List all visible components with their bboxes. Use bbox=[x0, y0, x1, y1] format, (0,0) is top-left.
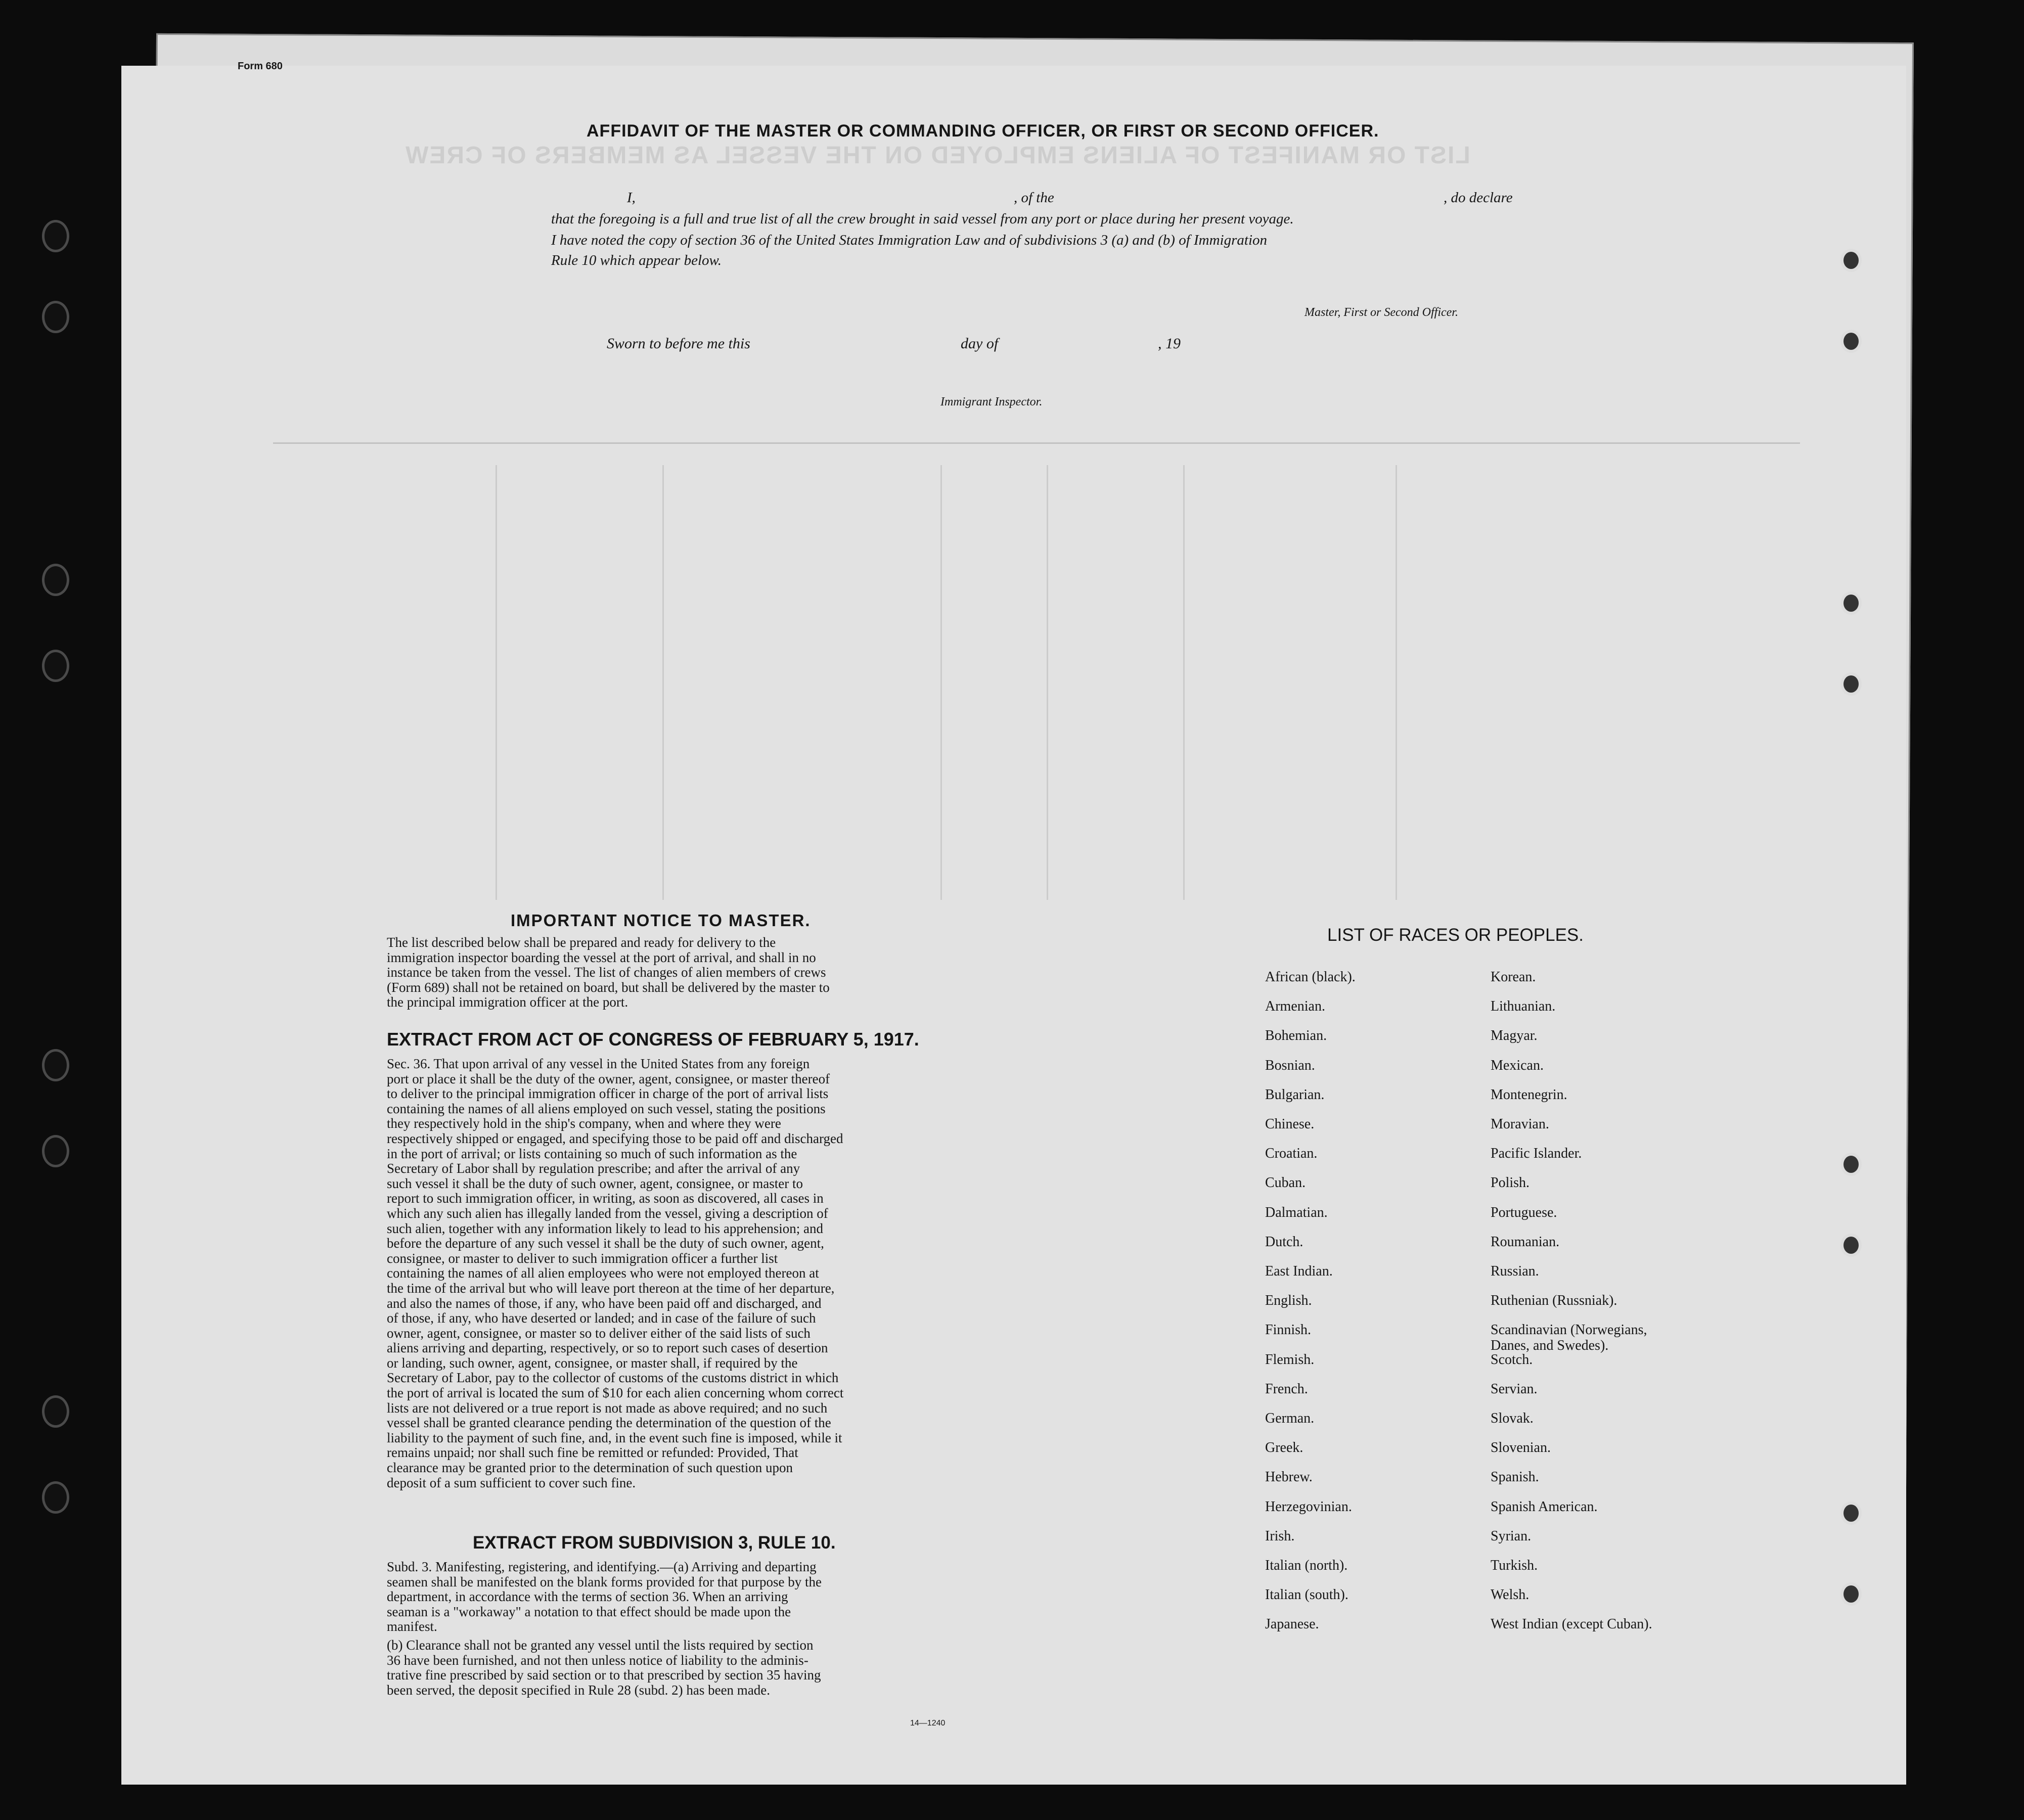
day-of-text: day of bbox=[961, 335, 999, 352]
race-entry: Croatian. bbox=[1265, 1146, 1318, 1162]
binder-ring bbox=[1840, 1153, 1862, 1176]
race-entry: Spanish. bbox=[1491, 1469, 1539, 1485]
race-entry: Roumanian. bbox=[1491, 1234, 1560, 1250]
race-entry: Italian (north). bbox=[1265, 1558, 1348, 1573]
race-entry: Bulgarian. bbox=[1265, 1086, 1325, 1103]
race-entry: Mexican. bbox=[1491, 1057, 1544, 1073]
race-entry: Finnish. bbox=[1265, 1322, 1312, 1338]
affidavit-of-the: , of the bbox=[1014, 190, 1054, 206]
binder-hole bbox=[44, 1398, 67, 1425]
binder-hole bbox=[44, 652, 67, 679]
act-extract-title: EXTRACT FROM ACT OF CONGRESS OF FEBRUARY 5, 1917. bbox=[387, 1029, 919, 1050]
race-entry: Cuban. bbox=[1265, 1175, 1306, 1191]
binder-hole bbox=[44, 303, 67, 331]
race-entry: Scotch. bbox=[1491, 1351, 1533, 1368]
race-entry: Japanese. bbox=[1265, 1616, 1319, 1632]
ghost-column-line bbox=[496, 465, 497, 900]
race-entry: Ruthenian (Russniak). bbox=[1491, 1293, 1617, 1309]
affidavit-rule-note: Rule 10 which appear below. bbox=[551, 252, 722, 268]
manifest-page bbox=[121, 61, 1906, 1785]
race-entry: Greek. bbox=[1265, 1440, 1303, 1456]
rule-extract-title: EXTRACT FROM SUBDIVISION 3, RULE 10. bbox=[473, 1533, 836, 1553]
bleed-through-header: LIST OR MANIFEST OF ALIENS EMPLOYED ON THE VESSEL AS MEMBERS OF CREW bbox=[404, 142, 1470, 169]
race-entry: Korean. bbox=[1491, 969, 1536, 985]
race-entry: Hebrew. bbox=[1265, 1469, 1313, 1485]
races-title: LIST OF RACES OR PEOPLES. bbox=[1327, 925, 1584, 945]
notice-title: IMPORTANT NOTICE TO MASTER. bbox=[511, 911, 811, 930]
race-entry: Montenegrin. bbox=[1491, 1086, 1567, 1103]
ghost-column-line bbox=[1047, 465, 1048, 900]
race-entry: East Indian. bbox=[1265, 1263, 1333, 1279]
race-entry: Moravian. bbox=[1491, 1116, 1549, 1132]
print-code: 14—1240 bbox=[910, 1719, 946, 1727]
ghost-column-line bbox=[1396, 465, 1397, 900]
race-entry: Dalmatian. bbox=[1265, 1204, 1328, 1220]
binder-hole bbox=[44, 1484, 67, 1511]
affidavit-statement: that the foregoing is a full and true list of all the crew brought in said vessel from any port or place during her present voyage. bbox=[551, 211, 1294, 227]
race-entry: Spanish American. bbox=[1491, 1498, 1598, 1515]
race-entry: Italian (south). bbox=[1265, 1587, 1348, 1603]
binder-hole bbox=[44, 222, 67, 250]
race-entry: Pacific Islander. bbox=[1491, 1146, 1582, 1162]
race-entry: Herzegovinian. bbox=[1265, 1498, 1352, 1515]
year-text: , 19 bbox=[1158, 335, 1181, 352]
ghost-column-line bbox=[1183, 465, 1185, 900]
binder-ring bbox=[1840, 330, 1862, 353]
race-entry: Bosnian. bbox=[1265, 1057, 1315, 1073]
race-entry: Servian. bbox=[1491, 1381, 1538, 1397]
inspector-label: Immigrant Inspector. bbox=[940, 395, 1043, 408]
race-entry: Portuguese. bbox=[1491, 1204, 1557, 1220]
race-entry: Magyar. bbox=[1491, 1028, 1538, 1044]
binder-ring bbox=[1840, 592, 1862, 615]
rule-extract-body-a: Subd. 3. Manifesting, registering, and identifying.—(a) Arriving and departing seamen shall be manifested on the blank forms provided for that purpose by the department, in accordance with the terms of section 36. When an arriving seaman is a "workaway" a notation to that effect should be made upon the manifest. bbox=[387, 1559, 822, 1634]
race-entry: Irish. bbox=[1265, 1528, 1295, 1544]
race-entry: Slovenian. bbox=[1491, 1440, 1551, 1456]
race-entry: Scandinavian (Norwegians, Danes, and Swedes). bbox=[1491, 1322, 1647, 1354]
race-entry: Syrian. bbox=[1491, 1528, 1532, 1544]
race-entry: German. bbox=[1265, 1410, 1315, 1426]
affidavit-section-note: I have noted the copy of section 36 of the United States Immigration Law and of subdivisions 3 (a) and (b) of Immigration bbox=[551, 232, 1268, 248]
race-entry: French. bbox=[1265, 1381, 1308, 1397]
master-signature-label: Master, First or Second Officer. bbox=[1305, 306, 1458, 319]
race-entry: Russian. bbox=[1491, 1263, 1539, 1279]
binder-ring bbox=[1840, 672, 1862, 696]
binder-ring bbox=[1840, 1582, 1862, 1606]
race-entry: Flemish. bbox=[1265, 1351, 1315, 1368]
form-number: Form 680 bbox=[238, 61, 283, 72]
race-entry: Lithuanian. bbox=[1491, 998, 1556, 1015]
affidavit-do-declare: , do declare bbox=[1444, 190, 1513, 206]
ghost-column-line bbox=[940, 465, 942, 900]
race-entry: Turkish. bbox=[1491, 1558, 1538, 1573]
binder-ring bbox=[1840, 249, 1862, 272]
race-entry: Welsh. bbox=[1491, 1587, 1530, 1603]
race-entry: West Indian (except Cuban). bbox=[1491, 1616, 1652, 1632]
affidavit-title: AFFIDAVIT OF THE MASTER OR COMMANDING OFFICER, OR FIRST OR SECOND OFFICER. bbox=[587, 121, 1379, 141]
binder-ring bbox=[1840, 1502, 1862, 1525]
binder-ring bbox=[1840, 1234, 1862, 1257]
race-entry: Armenian. bbox=[1265, 998, 1325, 1015]
race-entry: Slovak. bbox=[1491, 1410, 1534, 1426]
ghost-rule bbox=[273, 442, 1800, 444]
race-entry: Dutch. bbox=[1265, 1234, 1303, 1250]
act-extract-body: Sec. 36. That upon arrival of any vessel in the United States from any foreign port or place it shall be the duty of the owner, agent, consignee, or master thereof to deliver to the principal immigration officer in charge of the port of arrival lists containing the names of all aliens employed on such vessel, stating the positions they respectively hold in the ship's company, when and where they were respectively shipped or engaged, and specifying those to be paid off and discharged in the port of arrival; or lists containing so much of such information as the Secretary of Labor shall by regulation prescribe; and after the arrival of any such vessel it shall be the duty of such owner, agent, consignee, or master to report to such immigration officer, in writing, as soon as discovered, all cases in which any such alien has illegally landed from the vessel, giving a description of such alien, together with any information likely to lead to his apprehension; and before the departure of any such vessel it shall be the duty of such owner, agent, consignee, or master to deliver to such immigration officer a further list containing the names of all alien employees who were not employed thereon at the time of the arrival but who will leave port thereon at the time of her departure, and also the names of those, if any, who have been paid off and discharged, and of those, if any, who have deserted or landed; and in case of the failure of such owner, agent, consignee, or master so to deliver either of the said lists of such aliens arriving and departing, respectively, or so to report such cases of desertion or landing, such owner, agent, consignee, or master shall, if required by the Secretary of Labor, pay to the collector of customs of the customs district in which the port of arrival is located the sum of $10 for each alien concerning whom correct lists are not delivered or a true report is not made as above required; and no such vessel shall be granted clearance pending the determination of the question of the liability to the payment of such fine, and, in the event such fine is imposed, while it remains unpaid; nor shall such fine be remitted or refunded: Provided, That clearance may be granted prior to the determination of such question upon deposit of a sum sufficient to cover such fine. bbox=[387, 1056, 844, 1490]
sworn-text: Sworn to before me this bbox=[607, 335, 750, 352]
race-entry: Polish. bbox=[1491, 1175, 1530, 1191]
binder-hole bbox=[44, 1052, 67, 1079]
binder-hole bbox=[44, 1138, 67, 1165]
race-entry: Bohemian. bbox=[1265, 1028, 1327, 1044]
rule-extract-body-b: (b) Clearance shall not be granted any vessel until the lists required by section 36 have been furnished, and not then unless notice of liability to the adminis- trative fine prescribed by said section or to that prescribed by section 35 having been served, the deposit specified in Rule 28 (subd. 2) has been made. bbox=[387, 1637, 821, 1698]
race-entry: African (black). bbox=[1265, 969, 1356, 985]
notice-body: The list described below shall be prepared and ready for delivery to the immigration inspector boarding the vessel at the port of arrival, and shall in no instance be taken from the vessel. The list of changes of alien members of crews (Form 689) shall not be retained on board, but shall be delivered by the master to the principal immigration officer at the port. bbox=[387, 935, 830, 1010]
race-entry: English. bbox=[1265, 1293, 1312, 1309]
binder-hole bbox=[44, 566, 67, 594]
ghost-column-line bbox=[662, 465, 664, 900]
race-entry: Chinese. bbox=[1265, 1116, 1315, 1132]
affidavit-i: I, bbox=[627, 190, 636, 206]
